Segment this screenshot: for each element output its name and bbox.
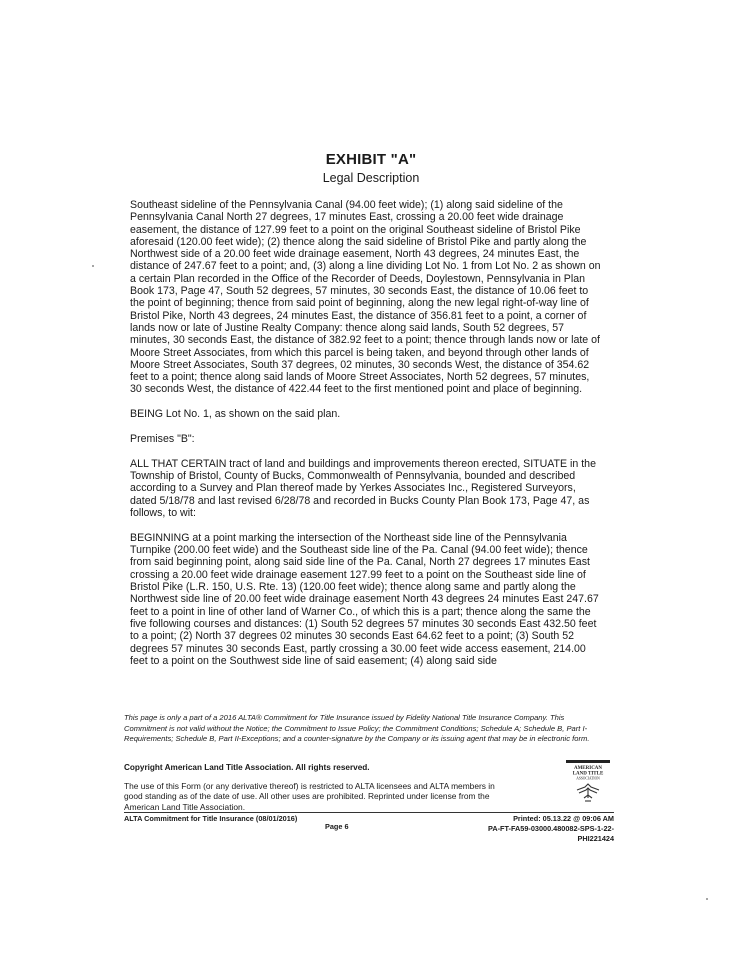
paragraph-beginning: BEGINNING at a point marking the intersection of the Northeast side line of the Pennsylvania Turnpike (200.00 feet wide) and the Southeast side line of the Pa. Canal (94.00 feet wide); thence from said beginning point, along said side line of the Pa. Canal, North 27 degrees 17 minutes East crossing a 20.00 feet wide drainage easement 127.99 feet to a point on the Southeast side line of Bristol Pike (L.R. 150, U.S. Rte. 13) (120.00 feet wide); thence along same and partly along the Northwest side line of 20.00 feet wide drainage easement North 43 degrees 24 minutes East 247.67 feet to a point in line of other land of Warner Co., of which this is a part; thence along the same the five following courses and distances: (1) South 52 degrees 57 minutes 30 seconds East 432.50 feet to a point; (2) North 37 degrees 02 minutes 30 seconds East 64.62 feet to a point; (3) South 52 degrees 57 minutes 30 seconds East, partly crossing a 30.00 feet wide access easement, 214.00 feet to a point on the Southwest side line of said easement; (4) along said side xyxy=(130,531,599,667)
commitment-notice: This page is only a part of a 2016 ALTA® Commitment for Title Insurance issued by Fidelity National Title Insurance Company. This Commitment is not valid without the Notice; the Commitment to Issue Policy; the Commitment Conditions; Schedule A; Schedule B, Part I-Requirements; Schedule B, Part II-Exceptions; and a counter-signature by the Company or its issuing agent that may be in electronic form. xyxy=(124,713,590,743)
footer-divider xyxy=(124,812,614,813)
logo-top-bar xyxy=(566,760,610,763)
page-subtitle: Legal Description xyxy=(322,171,420,185)
copyright-line: Copyright American Land Title Association. All rights reserved. xyxy=(124,763,370,772)
logo-line-1: AMERICAN xyxy=(573,766,603,771)
file-reference: PA-FT-FA59-03000.480082-SPS-1-22-PHI221424 xyxy=(488,824,614,843)
logo-line-3: ASSOCIATION xyxy=(576,776,600,781)
license-text: The use of this Form (or any derivative thereof) is restricted to ALTA licensees and ALTA members in good standing as of the date of use. All other uses are prohibited. Reprinted under license from the American Land Title Association. xyxy=(124,781,495,812)
paragraph-premises-b-heading: Premises "B": xyxy=(130,433,195,446)
scan-speck xyxy=(92,265,94,267)
alta-logo xyxy=(563,760,613,808)
legal-description-body xyxy=(130,199,602,667)
footer-print-info xyxy=(470,814,614,844)
paragraph-being-lot: BEING Lot No. 1, as shown on the said plan. xyxy=(130,408,341,421)
page-number: Page 6 xyxy=(325,822,349,831)
scan-speck xyxy=(706,898,708,900)
page-title: EXHIBIT "A" xyxy=(325,151,417,168)
logo-line-2: LAND TITLE xyxy=(572,771,604,777)
form-name: ALTA Commitment for Title Insurance (08/01/2016) xyxy=(124,814,298,823)
eagle-icon xyxy=(577,784,599,801)
paragraph-premises-a-continued: Southeast sideline of the Pennsylvania Canal (94.00 feet wide); (1) along said sideline of the Pennsylvania Canal North 27 degrees, 17 minutes East, crossing a 20.00 feet wide drainage easement, the distance of 127.99 feet to a point on the original Southeast sideline of Bristol Pike aforesaid (120.00 feet wide); (2) thence along the said sideline of Bristol Pike and partly along the Northwest side of a 20.00 feet wide drainage easement, North 43 degrees, 24 minutes East, the distance of 247.67 feet to a point; and, (3) along a line dividing Lot No. 1 from Lot No. 2 as shown on a certain Plan recorded in the Office of the Recorder of Deeds, Doylestown, Pennsylvania in Plan Book 173, Page 47, South 52 degrees, 57 minutes, 30 seconds East, the distance of 10.06 feet to the point of beginning; thence from said point of beginning, along the new legal right-of-way line of Bristol Pike, North 43 degrees, 24 minutes East, the distance of 356.81 feet to a point, a corner of lands now or late of Justine Realty Company: thence along said lands, South 52 degrees, 57 minutes, 30 seconds East, the distance of 382.92 feet to a point; thence through lands now or late of Moore Street Associates, from which this parcel is being taken, and beyond through other lands of Moore Street Associates, South 37 degrees, 02 minutes, 30 seconds West, the distance of 354.62 feet to a point; thence along said lands of Moore Street Associates, North 52 degrees, 57 minutes, 30 seconds West, the distance of 422.44 feet to the first mentioned point and place of beginning. xyxy=(130,199,601,396)
printed-timestamp: Printed: 05.13.22 @ 09:06 AM xyxy=(513,814,614,823)
paragraph-all-that-certain: ALL THAT CERTAIN tract of land and buildings and improvements thereon erected, SITUATE in the Township of Bristol, County of Bucks, Commonwealth of Pennsylvania, bounded and described according to a Survey and Plan thereof made by Yerkes Associates Inc., Registered Surveyors, dated 5/18/78 and last revised 6/28/78 and recorded in Bucks County Plan Book 173, Page 47, as follows, to wit: xyxy=(130,457,596,520)
exhibit-header xyxy=(0,151,742,186)
